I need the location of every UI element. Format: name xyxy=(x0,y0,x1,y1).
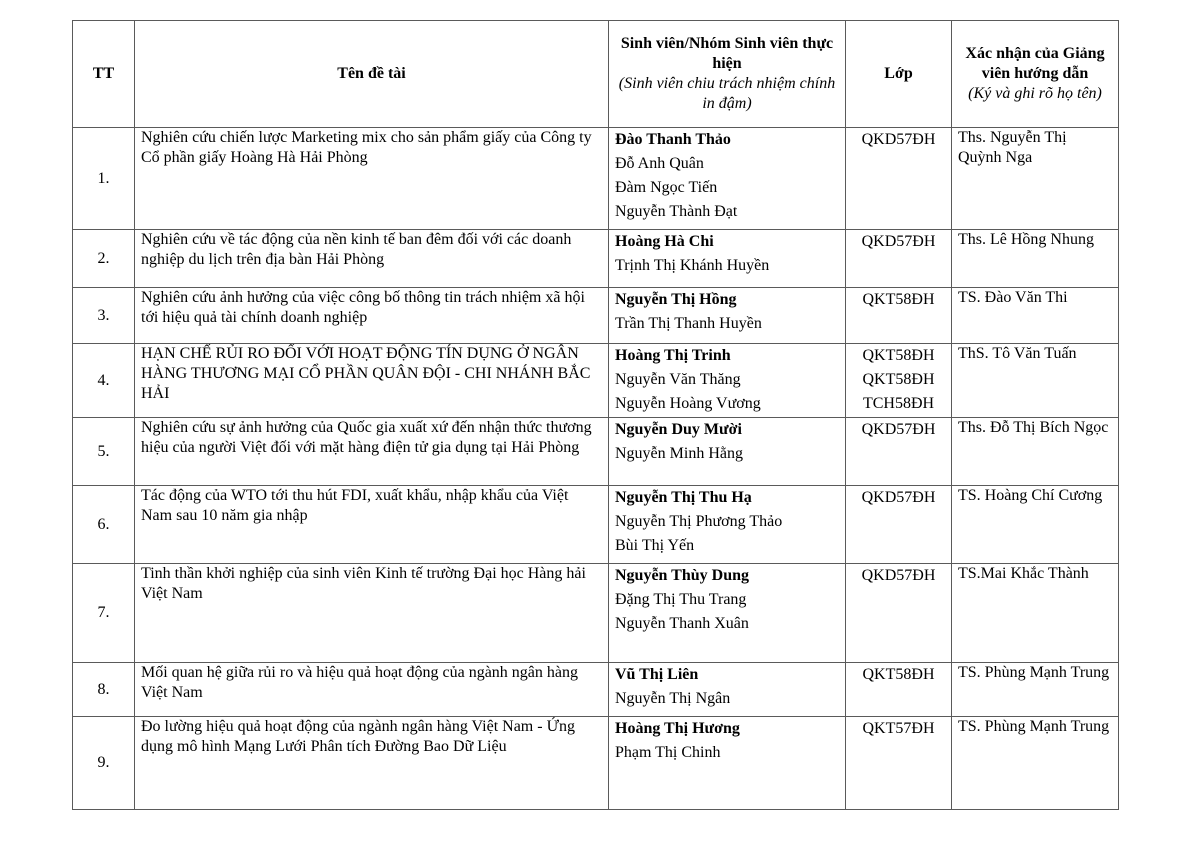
class-cell xyxy=(846,288,952,344)
lead-student-name: Nguyễn Duy Mười xyxy=(615,421,742,438)
topic-title: HẠN CHẾ RỦI RO ĐỐI VỚI HOẠT ĐỘNG TÍN DỤNG Ở NGÂN HÀNG THƯƠNG MẠI CỔ PHẦN QUÂN ĐỘI - CHI NHÁNH BẮC HẢI xyxy=(141,345,591,402)
class-code: QKT58ĐH xyxy=(862,666,935,683)
class-code: TCH58ĐH xyxy=(862,395,935,412)
row-number: 4. xyxy=(73,344,135,418)
row-number: 1. xyxy=(73,128,135,230)
table-row xyxy=(73,564,1119,663)
advisor-name: ThS. Tô Văn Tuấn xyxy=(952,344,1119,418)
student-name: Nguyễn Minh Hằng xyxy=(615,445,743,462)
table-row xyxy=(73,128,1119,230)
student-name: Phạm Thị Chinh xyxy=(615,744,721,761)
topic-title: Tinh thần khởi nghiệp của sinh viên Kinh tế trường Đại học Hàng hải Việt Nam xyxy=(141,565,586,602)
row-number: 6. xyxy=(73,486,135,564)
class-code: QKD57ĐH xyxy=(861,233,936,250)
class-cell xyxy=(846,717,952,810)
advisor-name: TS. Hoàng Chí Cương xyxy=(952,486,1119,564)
header-topic: Tên đề tài xyxy=(135,21,609,128)
header-advisor-title: Xác nhận của Giảng viên hướng dẫn xyxy=(965,45,1105,82)
students-cell xyxy=(609,717,846,810)
table-row xyxy=(73,486,1119,564)
class-code: QKD57ĐH xyxy=(861,567,936,584)
lead-student-name: Đào Thanh Thảo xyxy=(615,131,731,148)
student-name: Nguyễn Thanh Xuân xyxy=(615,615,749,632)
topic-title: Đo lường hiệu quả hoạt động của ngành ngân hàng Việt Nam - Ứng dụng mô hình Mạng Lưới Phân tích Đường Bao Dữ Liệu xyxy=(141,718,575,755)
table-body xyxy=(73,128,1119,810)
student-name: Đỗ Anh Quân xyxy=(615,155,704,172)
advisor-name: Ths. Lê Hồng Nhung xyxy=(952,230,1119,288)
row-number: 2. xyxy=(73,230,135,288)
student-name: Trịnh Thị Khánh Huyền xyxy=(615,257,770,274)
topic-cell xyxy=(135,128,609,230)
table-row xyxy=(73,230,1119,288)
class-cell xyxy=(846,486,952,564)
topic-title: Nghiên cứu về tác động của nền kinh tế ban đêm đối với các doanh nghiệp du lịch trên địa bàn Hải Phòng xyxy=(141,231,572,268)
student-name: Nguyễn Thành Đạt xyxy=(615,203,738,220)
lead-student-name: Nguyễn Thị Thu Hạ xyxy=(615,489,752,506)
topic-cell xyxy=(135,717,609,810)
table-row xyxy=(73,288,1119,344)
row-number: 7. xyxy=(73,564,135,663)
class-cell xyxy=(846,663,952,717)
header-students xyxy=(609,21,846,128)
table-row xyxy=(73,344,1119,418)
header-advisor-note: (Ký và ghi rõ họ tên) xyxy=(968,85,1102,102)
table-row xyxy=(73,663,1119,717)
table-row xyxy=(73,418,1119,486)
topic-cell xyxy=(135,230,609,288)
advisor-name: TS.Mai Khắc Thành xyxy=(952,564,1119,663)
topic-cell xyxy=(135,663,609,717)
students-cell xyxy=(609,564,846,663)
advisor-name: Ths. Nguyễn Thị Quỳnh Nga xyxy=(952,128,1119,230)
header-advisor xyxy=(952,21,1119,128)
advisor-name: TS. Phùng Mạnh Trung xyxy=(952,717,1119,810)
topic-cell xyxy=(135,288,609,344)
class-code: QKD57ĐH xyxy=(861,421,936,438)
topic-title: Mối quan hệ giữa rủi ro và hiệu quả hoạt động của ngành ngân hàng Việt Nam xyxy=(141,664,578,701)
students-cell xyxy=(609,230,846,288)
students-cell xyxy=(609,418,846,486)
students-cell xyxy=(609,344,846,418)
topic-title: Nghiên cứu sự ảnh hưởng của Quốc gia xuất xứ đến nhận thức thương hiệu của người Việt đối với mặt hàng điện tử gia dụng tại Hải Phòng xyxy=(141,419,592,456)
student-name: Nguyễn Hoàng Vương xyxy=(615,395,761,412)
class-code: QKD57ĐH xyxy=(861,131,936,148)
advisor-name: TS. Phùng Mạnh Trung xyxy=(952,663,1119,717)
class-cell xyxy=(846,230,952,288)
lead-student-name: Vũ Thị Liên xyxy=(615,666,699,683)
row-number: 3. xyxy=(73,288,135,344)
students-cell xyxy=(609,486,846,564)
lead-student-name: Hoàng Thị Trinh xyxy=(615,347,731,364)
class-cell xyxy=(846,564,952,663)
header-students-note: (Sinh viên chiu trách nhiệm chính in đậm) xyxy=(618,75,836,112)
advisor-name: TS. Đào Văn Thi xyxy=(952,288,1119,344)
lead-student-name: Nguyễn Thùy Dung xyxy=(615,567,749,584)
students-cell xyxy=(609,288,846,344)
lead-student-name: Nguyễn Thị Hồng xyxy=(615,291,737,308)
topic-cell xyxy=(135,564,609,663)
header-tt: TT xyxy=(73,21,135,128)
students-cell xyxy=(609,663,846,717)
row-number: 5. xyxy=(73,418,135,486)
student-name: Đặng Thị Thu Trang xyxy=(615,591,747,608)
table-row xyxy=(73,717,1119,810)
class-cell xyxy=(846,128,952,230)
student-name: Đàm Ngọc Tiến xyxy=(615,179,718,196)
row-number: 9. xyxy=(73,717,135,810)
student-name: Nguyễn Thị Phương Thảo xyxy=(615,513,783,530)
class-code: QKT58ĐH xyxy=(862,291,935,308)
topic-title: Nghiên cứu chiến lược Marketing mix cho sản phẩm giấy của Công ty Cổ phần giấy Hoàng Hà Hải Phòng xyxy=(141,129,592,166)
students-cell xyxy=(609,128,846,230)
student-name: Trần Thị Thanh Huyền xyxy=(615,315,762,332)
lead-student-name: Hoàng Hà Chi xyxy=(615,233,714,250)
class-code: QKD57ĐH xyxy=(861,489,936,506)
advisor-name: Ths. Đỗ Thị Bích Ngọc xyxy=(952,418,1119,486)
header-row xyxy=(73,21,1119,128)
class-code: QKT58ĐH xyxy=(862,371,935,388)
topic-title: Nghiên cứu ảnh hưởng của việc công bố thông tin trách nhiệm xã hội tới hiệu quả tài chính doanh nghiệp xyxy=(141,289,585,326)
topic-cell xyxy=(135,344,609,418)
student-name: Bùi Thị Yến xyxy=(615,537,695,554)
header-students-title: Sinh viên/Nhóm Sinh viên thực hiện xyxy=(620,35,834,72)
topics-table xyxy=(72,20,1119,810)
student-name: Nguyễn Thị Ngân xyxy=(615,690,731,707)
row-number: 8. xyxy=(73,663,135,717)
class-cell xyxy=(846,344,952,418)
class-cell xyxy=(846,418,952,486)
topic-title: Tác động của WTO tới thu hút FDI, xuất khẩu, nhập khẩu của Việt Nam sau 10 năm gia nhập xyxy=(141,487,569,524)
class-code: QKT58ĐH xyxy=(862,347,935,364)
header-class: Lớp xyxy=(846,21,952,128)
topic-cell xyxy=(135,486,609,564)
topic-cell xyxy=(135,418,609,486)
class-code: QKT57ĐH xyxy=(862,720,935,737)
student-name: Nguyễn Văn Thăng xyxy=(615,371,741,388)
lead-student-name: Hoàng Thị Hương xyxy=(615,720,740,737)
